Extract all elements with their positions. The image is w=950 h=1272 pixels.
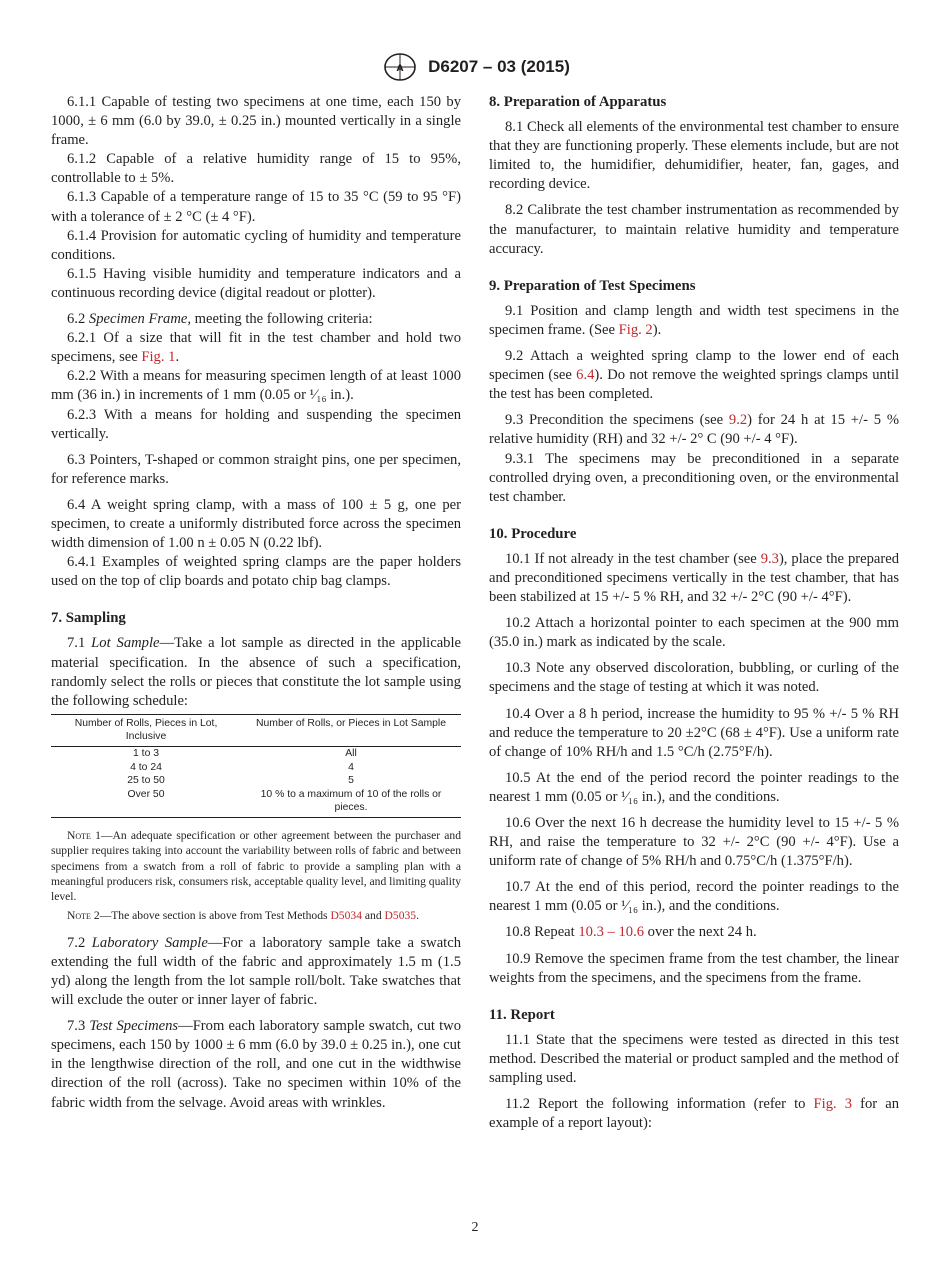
table-cell: 4 to 24 [130, 761, 162, 773]
section-7-heading: 7. Sampling [51, 610, 126, 627]
table-cell: All [345, 748, 357, 759]
svg-text:A: A [396, 64, 404, 74]
para-10-1: 10.1 If not already in the test chamber (see 9.3), place the prepared and preconditioned specimens vertically in the test chamber, that has been stabilized at 15 +/- 5 % RH, and 32 +/- 2°C (90 +/- 4°F). [489, 550, 899, 606]
para-6-2-1: 6.2.1 Of a size that will fit in the test chamber and hold two specimens, see Fig. 1. [51, 330, 461, 366]
para-6-2-2: 6.2.2 With a means for measuring specimen length of at least 1000 mm (36 in.) in increments of 1 mm (0.05 or ¹⁄₁₆ in.). [51, 368, 461, 404]
para-8-2: 8.2 Calibrate the test chamber instrumentation as recommended by the manufacturer, to maintain relative humidity and temperature accuracy. [489, 202, 899, 257]
para-10-2: 10.2 Attach a horizontal pointer to each specimen at the 900 mm (35.0 in.) mark as indicated by the scale. [489, 615, 899, 651]
para-6-1-1: 6.1.1 Capable of testing two specimens at one time, each 150 by 1000, ± 6 mm (6.0 by 39.0, ± 0.25 in.) mounted vertically in a single frame. [51, 94, 461, 149]
para-10-8: 10.8 Repeat 10.3 – 10.6 over the next 24 h. [505, 924, 757, 941]
sampling-schedule-table [51, 714, 461, 818]
ref-9-2-link[interactable]: 9.2 [728, 412, 748, 429]
para-9-3-1: 9.3.1 The specimens may be preconditioned in a separate controlled drying oven, a preconditioning oven, or the environmental test chamber. [489, 450, 899, 505]
para-7-1: 7.1 Lot Sample—Take a lot sample as directed in the applicable material specification. In the absence of such a specification, randomly select the rolls or pieces that constitute the lot sample using the following schedule: [51, 635, 462, 709]
table-row [51, 788, 461, 818]
para-6-2-3: 6.2.3 With a means for holding and suspending the specimen vertically. [51, 406, 461, 442]
note-2: Note 2—The above section is above from Test Methods D5034 and D5035. [67, 909, 420, 923]
para-10-3: 10.3 Note any observed discoloration, bubbling, or curling of the specimens and the stage of testing at which it was noted. [489, 660, 899, 696]
page-header [0, 52, 950, 86]
table-cell: 10 % to a maximum of 10 of the rolls or pieces. [241, 788, 461, 818]
para-6-4: 6.4 A weight spring clamp, with a mass of 100 ± 5 g, one per specimen, to create a uniformly distributed force across the specimen width dimension of 1.00 n ± 0.05 N (0.22 lbf). [51, 496, 461, 552]
document-id: D6207 – 03 (2015) [428, 57, 570, 76]
ref-6-4-link[interactable]: 6.4 [576, 367, 595, 384]
para-10-5: 10.5 At the end of the period record the pointer readings to the nearest 1 mm (0.05 or ¹⁄₁₆ in.), and the conditions. [489, 769, 899, 805]
para-7-2: 7.2 Laboratory Sample—For a laboratory sample take a swatch extending the full width of the fabric and approximately 1.5 m (1.5 yd) along the length from the lot sample roll/bolt. Take swatches that will exclude the outer or inner layer of fabric. [51, 934, 462, 1009]
table-cell: 1 to 3 [133, 748, 160, 759]
para-9-1: 9.1 Position and clamp length and width test specimens in the specimen frame. (See Fig. 2). [489, 302, 899, 338]
section-10-heading: 10. Procedure [489, 525, 577, 542]
table-cell: 4 [348, 761, 354, 773]
para-6-4-1: 6.4.1 Examples of weighted spring clamps are the paper holders used on the top of clip boards and potato chip bag clamps. [51, 554, 461, 590]
table-cell: 25 to 50 [127, 775, 165, 787]
table-row [51, 761, 461, 775]
table-row [51, 747, 461, 761]
fig-2-link[interactable]: Fig. 2 [618, 321, 653, 338]
para-10-6: 10.6 Over the next 16 h decrease the humidity level to 15 +/- 5 % RH, and raise the temperature to 32 +/- 2°C (90 +/- 4°F). Use a uniform rate of change of 5% RH/h and 0.75°C/h (1.375°F/h). [489, 815, 899, 870]
astm-logo-icon [380, 52, 420, 82]
table-cell: Over 50 [51, 788, 241, 818]
ref-10-3-10-6-link[interactable]: 10.3 – 10.6 [578, 924, 645, 941]
para-6-1-2: 6.1.2 Capable of a relative humidity range of 15 to 95%, controllable to ± 5%. [51, 151, 461, 187]
para-7-3: 7.3 Test Specimens—From each laboratory sample swatch, cut two specimens, each 150 by 1000 ± 6 mm (6.0 by 39.0 ± 0.25 in.), one cut in the lengthwise direction of the roll, and one cut in the widthwise direction of the roll (across). Take no specimen within 10% of the fabric width from the selvage. Avoid areas with wrinkles. [51, 1018, 462, 1111]
section-11-heading: 11. Report [489, 1006, 555, 1023]
d5034-link[interactable]: D5034 [330, 909, 362, 923]
fig-3-link[interactable]: Fig. 3 [813, 1096, 853, 1113]
para-6-2: 6.2 Specimen Frame, meeting the following criteria: [67, 311, 373, 328]
para-10-4: 10.4 Over a 8 h period, increase the humidity to 95 % +/- 5 % RH and reduce the temperature to 20 ±2°C (68 ± 4°F). Use a uniform rate of change of 10% RH/h and 1.5 °C/h (2.75°F/h). [489, 705, 899, 760]
ref-9-3-link[interactable]: 9.3 [760, 550, 779, 567]
right-column [489, 93, 899, 1140]
para-9-3: 9.3 Precondition the specimens (see 9.2) for 24 h at 15 +/- 5 % relative humidity (RH) and 32 +/- 2° C (90 +/- 4 °F). [489, 412, 899, 448]
table-cell: 5 [348, 775, 354, 787]
para-6-1-3: 6.1.3 Capable of a temperature range of 15 to 35 °C (59 to 95 °F) with a tolerance of ± 2 °C (± 4 °F). [51, 189, 461, 225]
page-number: 2 [471, 1220, 479, 1235]
fig-1-link[interactable]: Fig. 1 [141, 349, 176, 366]
para-8-1: 8.1 Check all elements of the environmental test chamber to ensure that they are functioning properly. These elements include, but are not limited to, the humidifier, dehumidifier, heater, fan, gages, and recording device. [489, 119, 899, 193]
para-10-7: 10.7 At the end of this period, record the pointer readings to the nearest 1 mm (0.05 or ¹⁄₁₆ in.), and the conditions. [489, 879, 899, 915]
table-header-col1: Number of Rolls, Pieces in Lot, Inclusive [51, 714, 241, 746]
table-header-col2: Number of Rolls, or Pieces in Lot Sample [241, 714, 461, 746]
para-11-1: 11.1 State that the specimens were tested as directed in this test method. Described the material or product sampled and the method of sampling used. [489, 1031, 899, 1087]
table-row [51, 774, 461, 788]
section-9-heading: 9. Preparation of Test Specimens [489, 277, 696, 294]
para-6-1-4: 6.1.4 Provision for automatic cycling of humidity and temperature conditions. [51, 227, 461, 263]
note-1: Note 1—An adequate specification or other agreement between the purchaser and supplier requires taking into account the variability between rolls of fabric and between specimens from a swatch from a roll of fabric to provide a sampling plan with a meaningful producers risk, consumers risk, acceptable quality level, and limiting quality level. [51, 828, 462, 904]
para-11-2: 11.2 Report the following information (refer to Fig. 3 for an example of a report layout): [489, 1096, 900, 1132]
para-6-1-5: 6.1.5 Having visible humidity and temperature indicators and a continuous recording device (digital readout or plotter). [51, 265, 461, 301]
para-9-2: 9.2 Attach a weighted spring clamp to the lower end of each specimen (see 6.4). Do not remove the weighted springs clamps until the test has been completed. [489, 348, 899, 403]
d5035-link[interactable]: D5035 [384, 909, 417, 923]
section-8-heading: 8. Preparation of Apparatus [489, 94, 667, 110]
para-10-9: 10.9 Remove the specimen frame from the test chamber, the linear weights from the specimens, and the specimens from the frame. [489, 950, 899, 986]
left-column [51, 93, 461, 1120]
para-6-3: 6.3 Pointers, T-shaped or common straight pins, one per specimen, for reference marks. [51, 451, 461, 487]
